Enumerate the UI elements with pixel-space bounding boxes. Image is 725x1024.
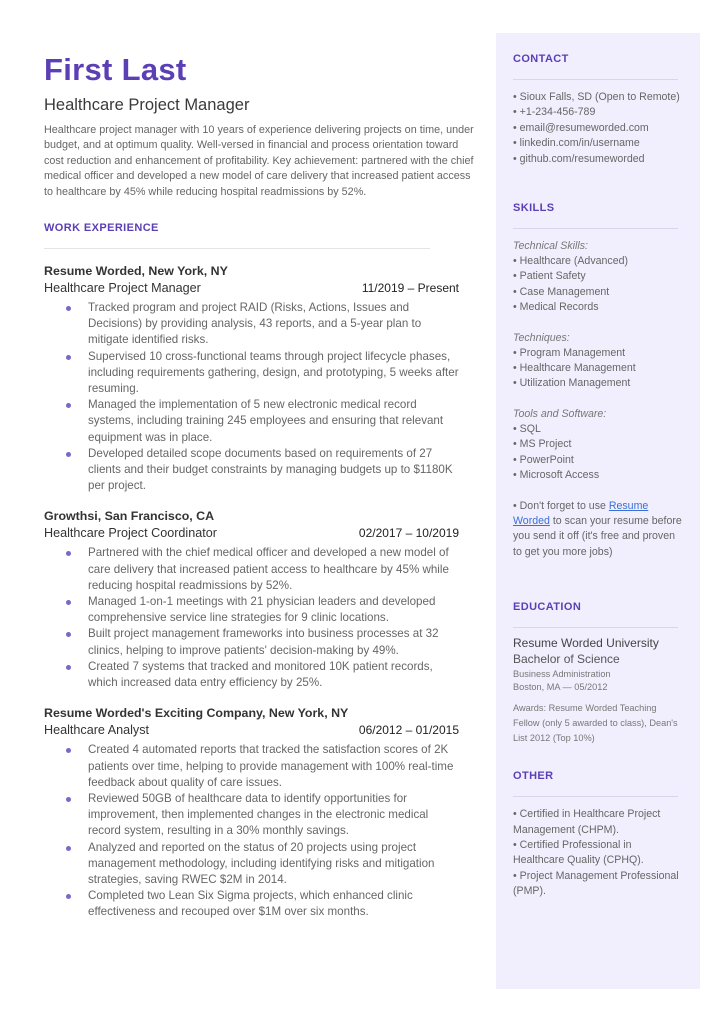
job-dates: 11/2019 – Present [361, 281, 459, 296]
skill-item: • Healthcare Management [513, 362, 636, 375]
section-divider [513, 79, 678, 80]
job-entry [44, 705, 478, 920]
bullet-dot [66, 748, 71, 753]
job-bullet [44, 791, 464, 840]
job-bullet [44, 397, 464, 446]
job-bullet [44, 349, 464, 398]
bullet-dot [66, 355, 71, 360]
skill-item: • Medical Records [513, 301, 599, 314]
resume-worded-link[interactable]: Resume Worded [513, 499, 649, 527]
section-divider [513, 228, 678, 229]
skill-item: • Patient Safety [513, 270, 586, 283]
bullet-text: Developed detailed scope documents based on requirements of 27 clients and their budget constraints by managing budgets up to $1180K per project. [88, 446, 453, 493]
education-school: Resume Worded University [513, 636, 659, 651]
bullet-text: Managed the implementation of 5 new electronic medical record systems, including training 245 employees and ensuring that relevant equipment was in place. [88, 398, 444, 444]
job-bullets [44, 300, 478, 494]
job-bullet [44, 545, 464, 594]
candidate-title: Healthcare Project Manager [44, 96, 250, 114]
contact-email[interactable]: • email@resumeworded.com [513, 121, 649, 134]
bullet-text: Managed 1-on-1 meetings with 21 physician leaders and developed comprehensive service line strategies for 9 clinic locations. [88, 595, 436, 625]
resume-tip: • Don't forget to use Resume Worded to scan your resume before you send it off (it's free and proven to get you more jobs) [513, 499, 682, 558]
section-divider [513, 627, 678, 628]
bullet-text: Tracked program and project RAID (Risks, Actions, Issues and Decisions) by providing analysis, 43 reports, and a 5-year plan to mitigate identified risks. [88, 301, 422, 347]
skill-item: • Healthcare (Advanced) [513, 255, 629, 268]
job-bullet [44, 300, 464, 349]
job-dates: 06/2012 – 01/2015 [358, 723, 459, 738]
skills-group-label: Technical Skills: [513, 240, 588, 253]
skill-item: • SQL [513, 422, 541, 435]
skill-item: • Microsoft Access [513, 469, 600, 482]
skills-list [513, 346, 683, 392]
job-bullets [44, 545, 478, 691]
bullet-dot [66, 306, 71, 311]
skill-item: • Case Management [513, 285, 610, 298]
bullet-dot [66, 665, 71, 670]
certification-item: • Project Management Professional (PMP). [513, 869, 679, 898]
job-role-line [44, 722, 459, 738]
education-location-date: Boston, MA — 05/2012 [513, 682, 608, 693]
education-degree: Bachelor of Science [513, 652, 620, 667]
bullet-dot [66, 846, 71, 851]
contact-linkedin[interactable]: • linkedin.com/in/username [513, 137, 640, 150]
bullet-dot [66, 403, 71, 408]
summary: Healthcare project manager with 10 years of experience delivering projects on time, under budget, and at optimum quality. Well-versed in financial and process orientation toward cost reduction and enhancement of profitability. Key achievement: partnered with the chief medical officer and developed a new model of care delivery that increased patient access to healthcare by 45% while reducing hospital readmissions by 52%. [44, 124, 474, 198]
skill-item: • MS Project [513, 438, 572, 451]
job-dates: 02/2017 – 10/2019 [358, 526, 459, 541]
education-field: Business Administration [513, 669, 611, 680]
bullet-dot [66, 551, 71, 556]
contact-list [513, 90, 683, 167]
bullet-text: Created 7 systems that tracked and monitored 10K patient records, which increased data entry efficiency by 25%. [88, 659, 433, 690]
bullet-dot [66, 894, 71, 899]
job-bullet [44, 888, 464, 920]
skills-list [513, 254, 683, 316]
skills-list [513, 422, 683, 484]
other-list [513, 807, 683, 899]
bullet-text: Analyzed and reported on the status of 20 projects using project management methodology, including identifying risks and mitigation strategies, saving RWEC $2M in 2014. [88, 840, 435, 886]
bullet-text: Built project management frameworks into business processes at 32 clinics, helping to improve patients' decision-making by 49%. [88, 627, 439, 657]
bullet-dot [66, 632, 71, 637]
education-awards: Awards: Resume Worded Teaching Fellow (only 5 awarded to class), Dean's List 2012 (Top 10%) [513, 703, 678, 744]
job-bullet [44, 840, 464, 889]
job-bullet [44, 446, 464, 495]
bullet-text: Created 4 automated reports that tracked the satisfaction scores of 2K patients over time, helping to provide management with 100% real-time feedback about quality of care issues. [88, 743, 454, 789]
job-company: Resume Worded's Exciting Company, New York, NY [44, 706, 349, 721]
certification-item: • Certified Professional in Healthcare Quality (CPHQ). [513, 838, 644, 867]
work-experience-heading: WORK EXPERIENCE [44, 222, 159, 235]
job-role-line [44, 525, 459, 541]
bullet-text: Completed two Lean Six Sigma projects, which enhanced clinic effectiveness and recouped over $1M over six months. [88, 889, 413, 919]
job-role: Healthcare Project Coordinator [44, 526, 217, 541]
skill-item: • Program Management [513, 346, 626, 359]
job-company: Growthsi, San Francisco, CA [44, 509, 215, 524]
bullet-text: Supervised 10 cross-functional teams through project lifecycle phases, including requirements gathering, design, and prototyping, 5 weeks after resuming. [88, 349, 459, 396]
main-column [44, 52, 478, 921]
section-divider [513, 796, 678, 797]
job-company: Resume Worded, New York, NY [44, 264, 228, 279]
job-role-line [44, 280, 459, 296]
job-entry [44, 508, 478, 691]
job-bullet [44, 594, 464, 626]
job-bullet [44, 626, 464, 658]
sidebar [496, 33, 700, 989]
certification-item: • Certified in Healthcare Project Management (CHPM). [513, 808, 661, 836]
job-role: Healthcare Analyst [44, 723, 150, 738]
job-entry [44, 263, 478, 494]
job-bullet [44, 742, 464, 791]
job-bullet [44, 659, 464, 691]
section-divider [44, 248, 430, 249]
skills-heading: SKILLS [513, 202, 555, 215]
other-heading: OTHER [513, 770, 554, 783]
job-role: Healthcare Project Manager [44, 281, 201, 296]
bullet-dot [66, 452, 71, 457]
skill-item: • Utilization Management [513, 377, 631, 390]
bullet-text: Partnered with the chief medical officer and developed a new model of care delivery that increased patient access to healthcare by 45% while reducing hospital readmissions by 52%. [88, 546, 449, 592]
skills-group-label: Tools and Software: [513, 407, 607, 420]
skills-group-label: Techniques: [513, 331, 570, 344]
bullet-dot [66, 797, 71, 802]
contact-location: • Sioux Falls, SD (Open to Remote) [513, 91, 680, 103]
bullet-dot [66, 600, 71, 605]
skill-item: • PowerPoint [513, 453, 574, 466]
contact-github[interactable]: • github.com/resumeworded [513, 152, 645, 165]
candidate-name: First Last [44, 52, 187, 87]
contact-heading: CONTACT [513, 53, 569, 65]
job-bullets [44, 742, 478, 920]
contact-phone: • +1-234-456-789 [513, 106, 596, 119]
education-heading: EDUCATION [513, 601, 582, 614]
bullet-text: Reviewed 50GB of healthcare data to identify opportunities for improvement, then implemented changes in the electronic medical record system, resulting in a 30% monthly savings. [88, 791, 429, 838]
